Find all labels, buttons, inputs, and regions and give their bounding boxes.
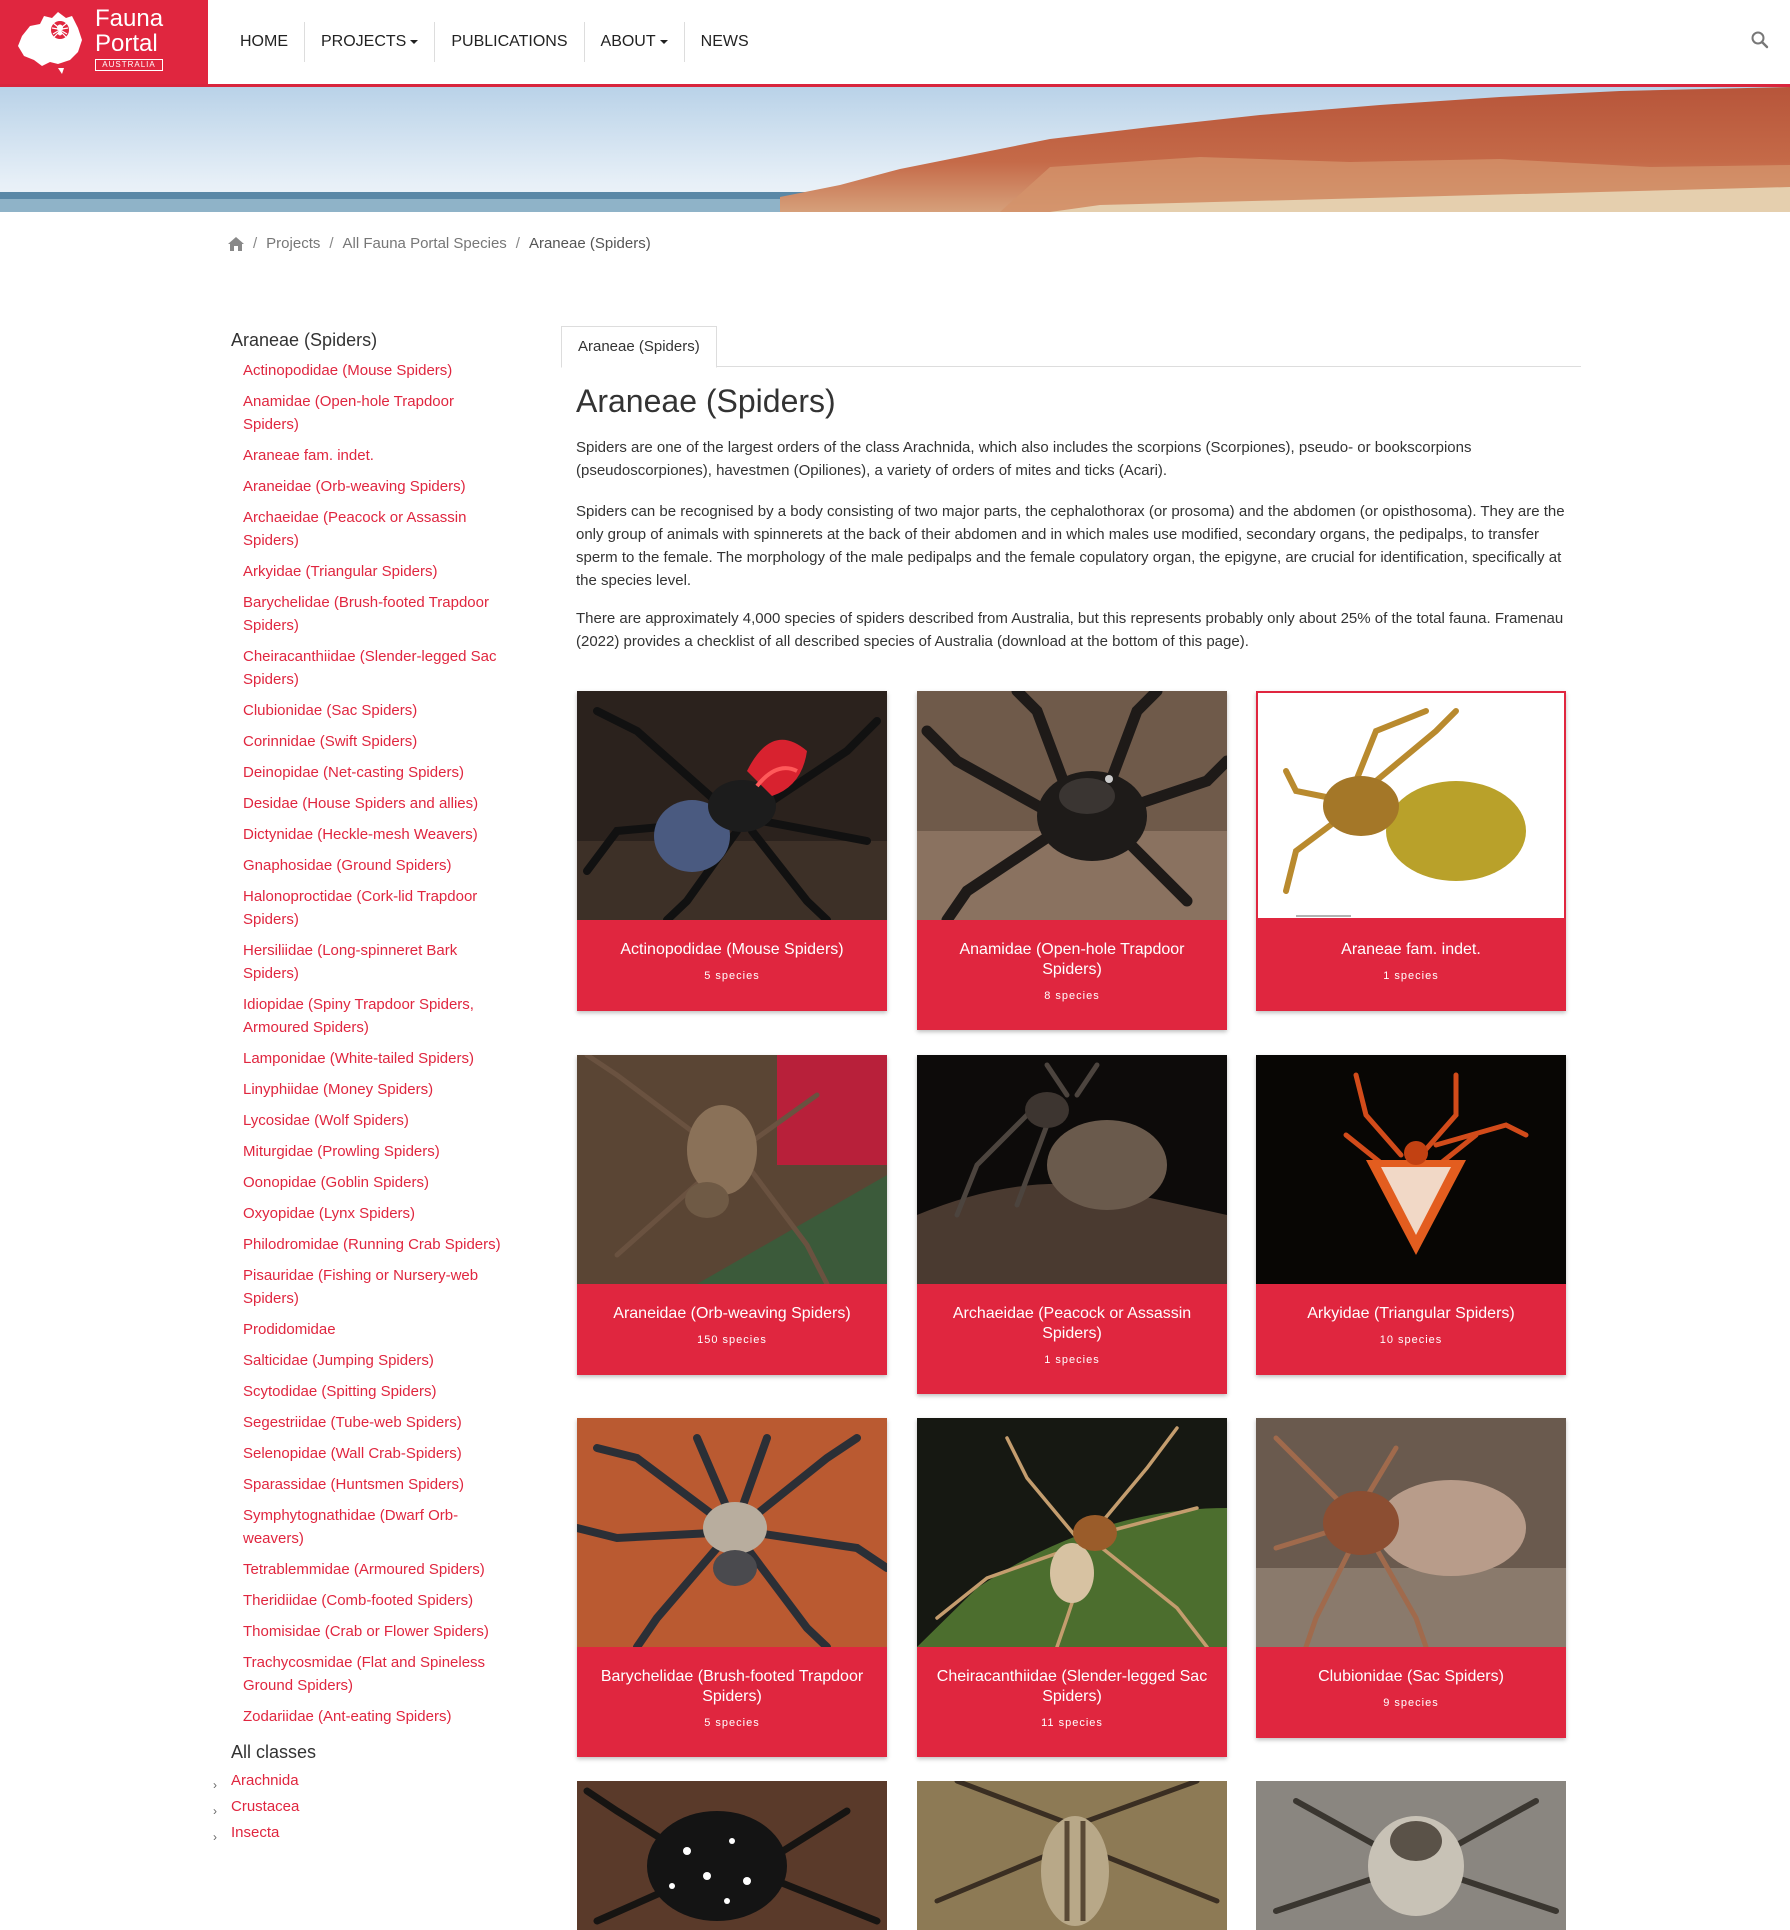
card-species-count: 11 species — [1041, 1717, 1103, 1729]
sidebar-item-oonopidae[interactable]: Oonopidae (Goblin Spiders) — [243, 1174, 429, 1191]
sidebar-item-araneidae[interactable]: Araneidae (Orb-weaving Spiders) — [243, 478, 466, 495]
card-name: Archaeidae (Peacock or Assassin Spiders) — [952, 1305, 1192, 1342]
family-card-araneidae[interactable] — [577, 1055, 887, 1375]
breadcrumb — [228, 235, 651, 252]
sidebar-item-araneae-indet[interactable]: Araneae fam. indet. — [243, 447, 374, 464]
tab-bar — [561, 326, 1581, 367]
card-species-count: 8 species — [1044, 990, 1100, 1002]
class-item-crustacea[interactable] — [213, 1795, 489, 1818]
sidebar-item-clubionidae[interactable]: Clubionidae (Sac Spiders) — [243, 702, 418, 719]
sidebar-item-lycosidae[interactable]: Lycosidae (Wolf Spiders) — [243, 1112, 409, 1129]
nav-projects-label: PROJECTS — [321, 33, 407, 50]
sidebar-item-tetrablemmidae[interactable]: Tetrablemmidae (Armoured Spiders) — [243, 1561, 485, 1578]
family-card-clubionidae[interactable] — [1256, 1418, 1566, 1738]
family-card-partial-3[interactable] — [1256, 1781, 1566, 1930]
hero-banner-image — [0, 87, 1790, 212]
card-caption — [917, 1647, 1227, 1729]
card-species-count: 10 species — [1379, 1334, 1443, 1346]
sidebar — [213, 330, 511, 1847]
sidebar-item-oxyopidae[interactable]: Oxyopidae (Lynx Spiders) — [243, 1205, 416, 1222]
spider-photo — [1256, 691, 1566, 920]
sidebar-item-salticidae[interactable]: Salticidae (Jumping Spiders) — [243, 1352, 434, 1369]
family-card-actinopodidae[interactable] — [577, 691, 887, 1011]
classes-heading: All classes — [231, 1742, 317, 1762]
family-card-arkyidae[interactable] — [1256, 1055, 1566, 1375]
sidebar-item-lamponidae[interactable]: Lamponidae (White-tailed Spiders) — [243, 1050, 474, 1067]
sidebar-item-prodidomidae[interactable]: Prodidomidae — [243, 1321, 336, 1338]
sidebar-item-halonoproctidae[interactable]: Halonoproctidae (Cork-lid Trapdoor Spiders) — [243, 888, 478, 928]
card-caption — [1256, 1284, 1566, 1346]
sidebar-item-hersiliidae[interactable]: Hersiliidae (Long-spinneret Bark Spiders) — [243, 942, 458, 982]
sidebar-item-barychelidae[interactable]: Barychelidae (Brush-footed Trapdoor Spiders) — [243, 594, 489, 634]
family-card-archaeidae[interactable] — [917, 1055, 1227, 1394]
spider-photo — [917, 1418, 1227, 1647]
family-card-cheiracanthiidae[interactable] — [917, 1418, 1227, 1757]
breadcrumb-separator: / — [253, 235, 258, 252]
card-species-count: 5 species — [704, 1717, 760, 1729]
chevron-right-icon[interactable]: › — [213, 1830, 217, 1844]
nav-home[interactable] — [224, 22, 305, 62]
sidebar-item-selenopidae[interactable]: Selenopidae (Wall Crab-Spiders) — [243, 1445, 462, 1462]
breadcrumb-all-species[interactable]: All Fauna Portal Species — [342, 235, 507, 252]
nav-news[interactable] — [685, 22, 765, 62]
spider-photo — [577, 1418, 887, 1647]
breadcrumb-current: Araneae (Spiders) — [528, 235, 651, 252]
sidebar-item-linyphiidae[interactable]: Linyphiidae (Money Spiders) — [243, 1081, 434, 1098]
sidebar-item-cheiracanthiidae[interactable]: Cheiracanthiidae (Slender-legged Sac Spiders) — [243, 648, 497, 688]
breadcrumb-projects[interactable]: Projects — [266, 235, 321, 252]
sidebar-item-gnaphosidae[interactable]: Gnaphosidae (Ground Spiders) — [243, 857, 452, 874]
nav-home-label: HOME — [240, 33, 288, 50]
sidebar-item-theridiidae[interactable]: Theridiidae (Comb-footed Spiders) — [243, 1592, 474, 1609]
sidebar-item-dictynidae[interactable]: Dictynidae (Heckle-mesh Weavers) — [243, 826, 478, 843]
breadcrumb-separator: / — [515, 235, 520, 252]
site-header — [0, 0, 1790, 87]
card-caption — [577, 1284, 887, 1346]
caret-down-icon — [660, 40, 668, 44]
spider-photo — [577, 1055, 887, 1284]
class-label: Crustacea — [231, 1798, 300, 1815]
family-card-barychelidae[interactable] — [577, 1418, 887, 1757]
family-card-anamidae[interactable] — [917, 691, 1227, 1030]
sidebar-item-sparassidae[interactable]: Sparassidae (Huntsmen Spiders) — [243, 1476, 464, 1493]
card-name: Clubionidae (Sac Spiders) — [1318, 1668, 1504, 1685]
intro-paragraph-2: Spiders can be recognised by a body consisting of two major parts, the cephalothorax (or prosoma) and the abdomen (or opisthosoma). They are the only group of animals with spinnerets at the back of their abdomen and in which males use modified, secondary organs, the pedipalps, to transfer sperm to the female. The morphology of the male pedipalps and the female copulatory organ, the epigyne, are crucial for identification, specifically at the species level. — [576, 503, 1565, 589]
australia-spider-logo-icon — [14, 6, 86, 76]
card-name: Cheiracanthiidae (Slender-legged Sac Spiders) — [936, 1668, 1208, 1705]
sidebar-item-segestriidae[interactable]: Segestriidae (Tube-web Spiders) — [243, 1414, 462, 1431]
sidebar-item-desidae[interactable]: Desidae (House Spiders and allies) — [243, 795, 479, 812]
card-caption — [1256, 1647, 1566, 1709]
nav-about[interactable] — [585, 22, 685, 62]
page-title: Araneae (Spiders) — [576, 383, 836, 419]
brand-line-1: Fauna — [95, 5, 164, 32]
family-list — [231, 359, 511, 1728]
chevron-right-icon[interactable]: › — [213, 1778, 217, 1792]
card-caption — [577, 920, 887, 982]
tab-araneae[interactable]: Araneae (Spiders) — [561, 326, 717, 368]
spider-photo — [917, 1055, 1227, 1284]
card-name: Araneidae (Orb-weaving Spiders) — [613, 1305, 851, 1322]
class-item-arachnida[interactable] — [213, 1769, 489, 1792]
sidebar-item-symphytognathidae[interactable]: Symphytognathidae (Dwarf Orb-weavers) — [243, 1507, 459, 1547]
spider-photo — [1256, 1418, 1566, 1647]
home-icon[interactable] — [228, 237, 244, 251]
chevron-right-icon[interactable]: › — [213, 1804, 217, 1818]
brand-subtitle: AUSTRALIA — [95, 59, 163, 71]
sidebar-item-deinopidae[interactable]: Deinopidae (Net-casting Spiders) — [243, 764, 464, 781]
nav-publications-label: PUBLICATIONS — [451, 33, 568, 50]
nav-projects[interactable] — [305, 22, 435, 62]
site-logo[interactable] — [0, 0, 208, 84]
nav-publications[interactable] — [435, 22, 584, 62]
sidebar-item-trachycosmidae[interactable]: Trachycosmidae (Flat and Spineless Ground Spiders) — [243, 1654, 486, 1694]
card-caption — [917, 1284, 1227, 1366]
card-species-count: 5 species — [704, 970, 760, 982]
sidebar-item-archaeidae[interactable]: Archaeidae (Peacock or Assassin Spiders) — [243, 509, 467, 549]
sidebar-item-miturgidae[interactable]: Miturgidae (Prowling Spiders) — [243, 1143, 440, 1160]
nav-about-label: ABOUT — [600, 33, 656, 50]
card-caption — [1256, 920, 1566, 982]
family-card-partial-1[interactable] — [577, 1781, 887, 1930]
family-card-araneae-indet[interactable] — [1256, 691, 1566, 1011]
caret-down-icon — [410, 40, 418, 44]
class-label: Arachnida — [231, 1772, 299, 1789]
card-species-count: 9 species — [1383, 1697, 1439, 1709]
card-species-count: 1 species — [1383, 970, 1439, 982]
nav-news-label: NEWS — [700, 33, 749, 50]
card-name: Araneae fam. indet. — [1341, 941, 1481, 958]
sidebar-item-actinopodidae[interactable]: Actinopodidae (Mouse Spiders) — [243, 362, 453, 379]
class-item-insecta[interactable] — [213, 1821, 489, 1844]
classes-list — [213, 1769, 511, 1844]
card-caption — [577, 1647, 887, 1729]
card-caption — [917, 920, 1227, 1002]
spider-photo — [917, 1781, 1227, 1930]
breadcrumb-separator: / — [329, 235, 334, 252]
family-card-partial-2[interactable] — [917, 1781, 1227, 1930]
sidebar-item-thomisidae[interactable]: Thomisidae (Crab or Flower Spiders) — [243, 1623, 489, 1640]
sidebar-item-idiopidae[interactable]: Idiopidae (Spiny Trapdoor Spiders, Armoured Spiders) — [243, 996, 474, 1036]
spider-photo — [917, 691, 1227, 920]
brand-line-2: Portal — [95, 30, 158, 57]
sidebar-item-corinnidae[interactable]: Corinnidae (Swift Spiders) — [243, 733, 418, 750]
card-name: Barychelidae (Brush-footed Trapdoor Spiders) — [600, 1668, 864, 1705]
card-name: Arkyidae (Triangular Spiders) — [1307, 1305, 1515, 1322]
class-label: Insecta — [231, 1824, 280, 1841]
intro-paragraph-3: There are approximately 4,000 species of spiders described from Australia, but this represents probably only about 25% of the total fauna. Framenau (2022) provides a checklist of all described species of Australia (download at the bottom of this page). — [576, 610, 1564, 650]
spider-photo — [577, 1781, 887, 1930]
card-name: Actinopodidae (Mouse Spiders) — [620, 941, 844, 958]
sidebar-heading: Araneae (Spiders) — [231, 330, 378, 350]
search-icon[interactable] — [1750, 30, 1770, 50]
sidebar-item-pisauridae[interactable]: Pisauridae (Fishing or Nursery-web Spiders) — [243, 1267, 479, 1307]
sidebar-item-scytodidae[interactable]: Scytodidae (Spitting Spiders) — [243, 1383, 437, 1400]
card-name: Anamidae (Open-hole Trapdoor Spiders) — [959, 941, 1185, 978]
sidebar-item-anamidae[interactable]: Anamidae (Open-hole Trapdoor Spiders) — [243, 393, 454, 433]
spider-photo — [1256, 1055, 1566, 1284]
sidebar-item-philodromidae[interactable]: Philodromidae (Running Crab Spiders) — [243, 1236, 501, 1253]
spider-photo — [1256, 1781, 1566, 1930]
card-species-count: 150 species — [697, 1334, 767, 1346]
intro-paragraph-1: Spiders are one of the largest orders of the class Arachnida, which also includes the scorpions (Scorpiones), pseudo- or bookscorpions (pseudoscorpiones), havestmen (Opiliones), a variety of orders of mites and ticks (Acari). — [576, 439, 1472, 479]
spider-photo — [577, 691, 887, 920]
sidebar-item-zodariidae[interactable]: Zodariidae (Ant-eating Spiders) — [243, 1708, 452, 1725]
main-nav — [224, 22, 765, 62]
card-species-count: 1 species — [1044, 1354, 1100, 1366]
sidebar-item-arkyidae[interactable]: Arkyidae (Triangular Spiders) — [243, 563, 438, 580]
